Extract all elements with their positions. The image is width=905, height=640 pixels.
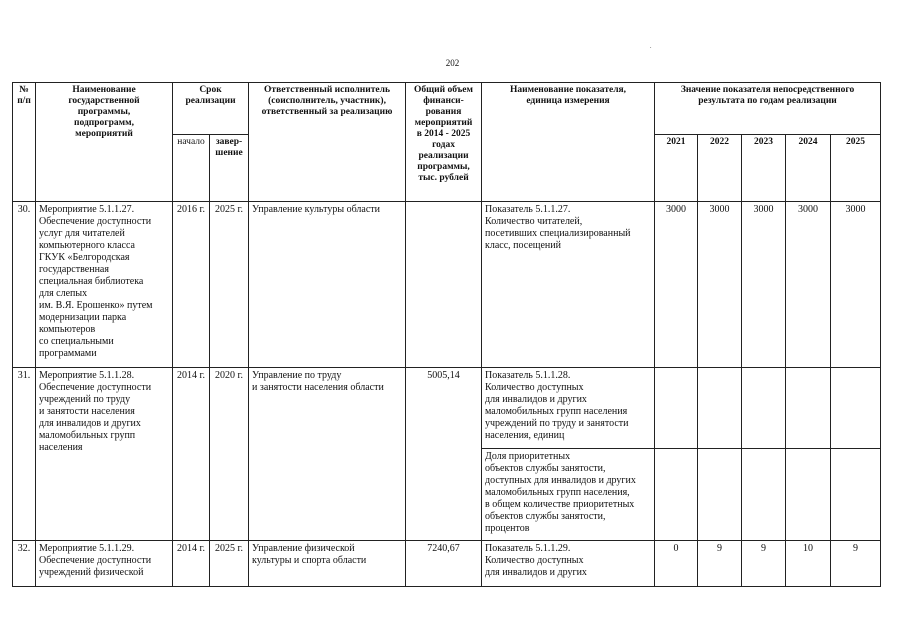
row-funding (406, 202, 482, 368)
header-year-2025: 2025 (831, 135, 881, 202)
row-value-2023: 9 (742, 541, 786, 587)
table-row (13, 368, 881, 449)
header-year-2022: 2022 (698, 135, 742, 202)
row-funding: 5005,14 (406, 368, 482, 541)
row-start: 2014 г. (173, 541, 210, 587)
row-name: Мероприятие 5.1.1.27. Обеспечение доступности услуг для читателей компьютерного класса ГКУК «Белгородская государственная специальная библиотека для слепых им. В.Я. Ерошенко» путем модернизации парка компьютеров со специальными программами (36, 202, 173, 368)
row-funding: 7240,67 (406, 541, 482, 587)
row-start: 2014 г. (173, 368, 210, 541)
row-value-2021 (655, 368, 698, 449)
row-indicator: Показатель 5.1.1.29. Количество доступных для инвалидов и других (482, 541, 655, 587)
row-num: 31. (13, 368, 36, 541)
program-table (12, 82, 881, 587)
header-start: начало (173, 135, 210, 202)
row-value-2024: 3000 (786, 202, 831, 368)
header-values-title: Значение показателя непосредственного результата по годам реализации (655, 83, 881, 135)
scan-dot: . (650, 44, 652, 50)
row-value-2024: 10 (786, 541, 831, 587)
row-value-2021: 3000 (655, 202, 698, 368)
row-value-2025 (831, 368, 881, 449)
row-indicator-2: Доля приоритетных объектов службы занятости, доступных для инвалидов и других маломобильных групп населения, в общем количестве приоритетных объектов службы занятости, процентов (482, 449, 655, 541)
header-term: Срок реализации (173, 83, 249, 135)
table-row (13, 202, 881, 368)
table-row (13, 541, 881, 587)
row-value2-2025 (831, 449, 881, 541)
row-end: 2025 г. (210, 202, 249, 368)
header-indicator: Наименование показателя, единица измерения (482, 83, 655, 202)
row-executor: Управление культуры области (249, 202, 406, 368)
page-number: 202 (445, 58, 460, 68)
row-value-2022: 3000 (698, 202, 742, 368)
header-year-2023: 2023 (742, 135, 786, 202)
row-indicator: Показатель 5.1.1.27. Количество читателей, посетивших специализированный класс, посещений (482, 202, 655, 368)
row-num: 32. (13, 541, 36, 587)
row-value-2022 (698, 368, 742, 449)
row-value-2025: 3000 (831, 202, 881, 368)
row-value2-2023 (742, 449, 786, 541)
header-executor: Ответственный исполнитель (соисполнитель, участник), ответственный за реализацию (249, 83, 406, 202)
row-value-2023 (742, 368, 786, 449)
header-year-2021: 2021 (655, 135, 698, 202)
header-num: № п/п (13, 83, 36, 202)
header-end: завер- шение (210, 135, 249, 202)
row-start: 2016 г. (173, 202, 210, 368)
row-executor: Управление физической культуры и спорта области (249, 541, 406, 587)
row-indicator: Показатель 5.1.1.28. Количество доступных для инвалидов и других маломобильных групп населения учреждений по труду и занятости населения, единиц (482, 368, 655, 449)
row-value-2023: 3000 (742, 202, 786, 368)
header-name: Наименование государственной программы, подпрограмм, мероприятий (36, 83, 173, 202)
header-row-1 (13, 83, 881, 135)
row-end: 2020 г. (210, 368, 249, 541)
row-name: Мероприятие 5.1.1.28. Обеспечение доступности учреждений по труду и занятости населения для инвалидов и других маломобильных групп населения (36, 368, 173, 541)
row-value2-2021 (655, 449, 698, 541)
row-value-2025: 9 (831, 541, 881, 587)
header-funding: Общий объем финанси- рования мероприятий в 2014 - 2025 годах реализации программы, тыс. рублей (406, 83, 482, 202)
row-value-2022: 9 (698, 541, 742, 587)
row-value-2024 (786, 368, 831, 449)
row-value2-2024 (786, 449, 831, 541)
row-executor: Управление по труду и занятости населения области (249, 368, 406, 541)
row-value2-2022 (698, 449, 742, 541)
row-num: 30. (13, 202, 36, 368)
row-end: 2025 г. (210, 541, 249, 587)
row-name: Мероприятие 5.1.1.29. Обеспечение доступности учреждений физической (36, 541, 173, 587)
header-year-2024: 2024 (786, 135, 831, 202)
row-value-2021: 0 (655, 541, 698, 587)
